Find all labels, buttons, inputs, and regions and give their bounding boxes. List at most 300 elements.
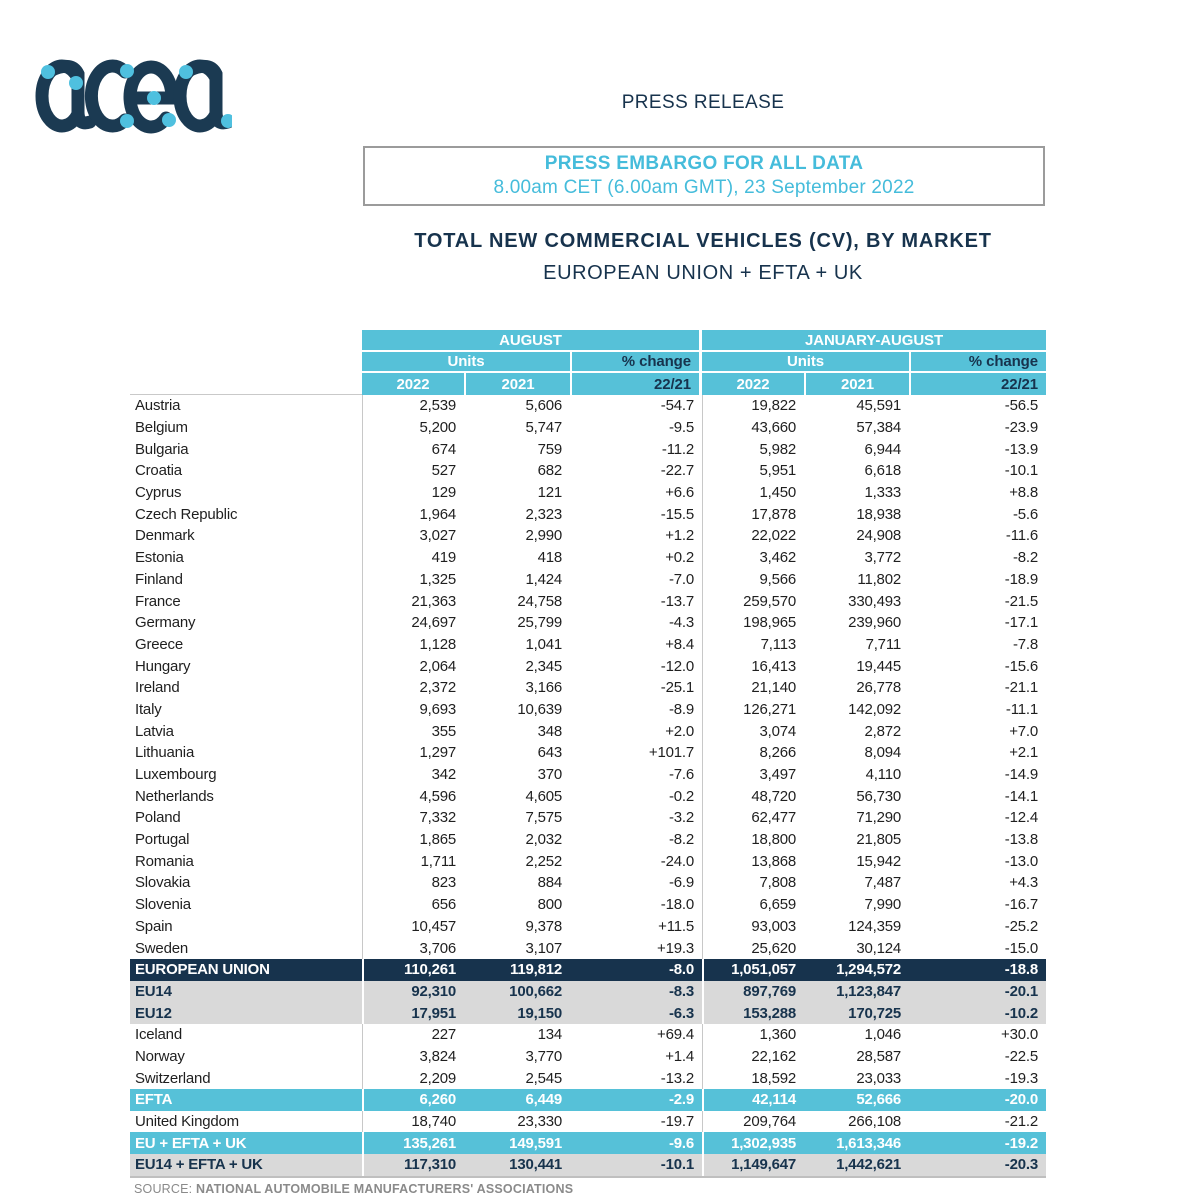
row-value: +6.6 xyxy=(665,484,694,502)
embargo-box xyxy=(363,146,1045,206)
row-value: 57,384 xyxy=(856,419,901,437)
row-value: -18.0 xyxy=(660,896,694,914)
row-value: 5,747 xyxy=(525,419,562,437)
row-value: 7,711 xyxy=(865,635,901,653)
row-value: 1,711 xyxy=(362,850,466,872)
table-row xyxy=(130,482,1046,504)
row-value: +1.2 xyxy=(665,527,694,545)
row-value: -10.1 xyxy=(660,1156,694,1174)
row-value: 330,493 xyxy=(848,592,901,610)
row-value: -6.3 xyxy=(668,1004,694,1022)
row-value: 110,261 xyxy=(362,959,466,981)
row-value: 2,323 xyxy=(525,505,562,523)
document-subtitle: EUROPEAN UNION + EFTA + UK xyxy=(543,262,863,284)
row-value: 643 xyxy=(537,744,562,762)
row-value: 119,812 xyxy=(510,961,562,979)
row-value: -14.9 xyxy=(1004,766,1038,784)
row-value: 129 xyxy=(362,482,466,504)
row-value: -15.5 xyxy=(660,505,694,523)
row-value: -24.0 xyxy=(660,852,694,870)
table-row xyxy=(130,438,1046,460)
row-value: 30,124 xyxy=(856,939,901,957)
row-value: -2.9 xyxy=(668,1091,694,1109)
row-value: -23.9 xyxy=(1004,419,1038,437)
row-value: 527 xyxy=(362,460,466,482)
row-value: -8.9 xyxy=(668,700,694,718)
row-value: 26,778 xyxy=(856,679,901,697)
header-spacer xyxy=(130,352,362,373)
cv-by-market-table xyxy=(130,330,1046,1178)
row-value: 117,310 xyxy=(362,1154,466,1176)
table-row xyxy=(130,937,1046,959)
table-row xyxy=(130,525,1046,547)
header-2022-august: 2022 xyxy=(362,373,466,395)
table-row xyxy=(130,1154,1046,1176)
row-value: 1,333 xyxy=(864,484,901,502)
row-value: 7,487 xyxy=(864,874,901,892)
row-value: -15.0 xyxy=(1004,939,1038,957)
row-label: Spain xyxy=(135,917,173,935)
row-value: -25.2 xyxy=(1004,917,1038,935)
row-value: 19,822 xyxy=(702,395,806,417)
table-row xyxy=(130,872,1046,894)
row-label: Cyprus xyxy=(135,484,182,502)
row-value: -4.3 xyxy=(668,614,694,632)
row-value: 25,799 xyxy=(517,614,562,632)
row-value: -13.9 xyxy=(1004,440,1038,458)
row-value: 3,706 xyxy=(362,937,466,959)
row-value: -17.1 xyxy=(1004,614,1038,632)
row-value: 130,441 xyxy=(509,1156,562,1174)
row-value: 348 xyxy=(537,722,562,740)
table-row xyxy=(130,417,1046,439)
row-value: 2,345 xyxy=(525,657,562,675)
row-value: +2.0 xyxy=(665,722,694,740)
row-value: 28,587 xyxy=(856,1047,901,1065)
row-value: -8.3 xyxy=(668,982,694,1000)
row-label: Romania xyxy=(135,852,194,870)
row-value: 239,960 xyxy=(848,614,901,632)
row-value: 1,865 xyxy=(362,829,466,851)
row-label: Iceland xyxy=(135,1026,182,1044)
row-value: -21.2 xyxy=(1004,1113,1038,1131)
table-row xyxy=(130,764,1046,786)
row-label: Sweden xyxy=(135,939,189,957)
row-value: 4,110 xyxy=(865,766,901,784)
press-release-heading: PRESS RELEASE xyxy=(621,92,785,113)
row-value: +8.8 xyxy=(1009,484,1038,502)
row-value: 9,566 xyxy=(702,569,806,591)
row-value: 1,149,647 xyxy=(702,1154,806,1176)
row-value: 42,114 xyxy=(702,1089,806,1111)
row-value: 674 xyxy=(362,438,466,460)
header-spacer xyxy=(130,330,362,352)
row-value: 21,140 xyxy=(702,677,806,699)
header-ratio-august: 22/21 xyxy=(572,373,702,395)
row-value: -21.5 xyxy=(1004,592,1038,610)
row-value: 355 xyxy=(362,720,466,742)
row-value: 800 xyxy=(537,896,562,914)
row-value: 1,297 xyxy=(362,742,466,764)
table-row xyxy=(130,460,1046,482)
row-value: 3,462 xyxy=(702,547,806,569)
row-value: 23,033 xyxy=(856,1069,901,1087)
table-row xyxy=(130,829,1046,851)
table-row xyxy=(130,916,1046,938)
row-value: 2,209 xyxy=(362,1067,466,1089)
table-row xyxy=(130,1046,1046,1068)
row-value: -22.7 xyxy=(660,462,694,480)
row-label: Latvia xyxy=(135,722,174,740)
table-row xyxy=(130,547,1046,569)
table-body xyxy=(130,395,1046,1178)
row-value: -6.9 xyxy=(668,874,694,892)
row-value: 56,730 xyxy=(856,787,901,805)
row-label: Finland xyxy=(135,570,183,588)
row-value: 656 xyxy=(362,894,466,916)
row-value: 22,022 xyxy=(702,525,806,547)
row-value: -25.1 xyxy=(660,679,694,697)
row-value: -11.1 xyxy=(1005,700,1038,718)
row-value: 7,990 xyxy=(864,896,901,914)
row-value: 3,770 xyxy=(525,1047,562,1065)
row-value: 1,041 xyxy=(525,635,562,653)
row-value: +101.7 xyxy=(648,744,694,762)
row-value: 1,128 xyxy=(362,634,466,656)
row-value: 3,166 xyxy=(525,679,562,697)
row-label: Netherlands xyxy=(135,787,214,805)
row-value: -11.6 xyxy=(1005,527,1038,545)
table-row xyxy=(130,1089,1046,1111)
table-row xyxy=(130,1024,1046,1046)
row-value: 18,800 xyxy=(702,829,806,851)
row-value: 418 xyxy=(537,549,562,567)
row-value: 18,592 xyxy=(702,1067,806,1089)
row-value: 3,497 xyxy=(702,764,806,786)
row-value: 18,938 xyxy=(856,505,901,523)
row-value: 17,951 xyxy=(362,1002,466,1024)
table-row xyxy=(130,850,1046,872)
embargo-line1: PRESS EMBARGO FOR ALL DATA xyxy=(544,153,864,174)
row-value: 1,360 xyxy=(702,1024,806,1046)
row-label: Italy xyxy=(135,700,162,718)
table-header-units xyxy=(130,352,1046,373)
row-value: +1.4 xyxy=(665,1047,694,1065)
row-value: 7,113 xyxy=(702,634,806,656)
row-value: -19.3 xyxy=(1004,1069,1038,1087)
row-value: 124,359 xyxy=(848,917,901,935)
table-row xyxy=(130,634,1046,656)
row-value: -13.0 xyxy=(1004,852,1038,870)
row-value: -19.7 xyxy=(660,1113,694,1131)
row-value: 45,591 xyxy=(856,397,901,415)
row-value: -10.2 xyxy=(1004,1004,1038,1022)
table-row xyxy=(130,742,1046,764)
row-value: 1,450 xyxy=(702,482,806,504)
header-ratio-jan-august: 22/21 xyxy=(911,373,1046,395)
row-value: 48,720 xyxy=(702,785,806,807)
row-label: EFTA xyxy=(135,1091,173,1109)
row-value: 18,740 xyxy=(362,1111,466,1133)
row-label: EU12 xyxy=(135,1004,172,1022)
table-row xyxy=(130,959,1046,981)
table-header-groups xyxy=(130,330,1046,352)
row-value: 24,908 xyxy=(856,527,901,545)
row-value: -9.5 xyxy=(668,419,694,437)
row-value: 7,332 xyxy=(362,807,466,829)
row-value: 121 xyxy=(537,484,562,502)
row-value: 5,200 xyxy=(362,417,466,439)
document-title: TOTAL NEW COMMERCIAL VEHICLES (CV), BY MARKET xyxy=(414,230,992,252)
row-value: 1,123,847 xyxy=(836,982,901,1000)
row-value: 2,545 xyxy=(525,1069,562,1087)
header-2021-august: 2021 xyxy=(466,373,572,395)
row-value: -11.2 xyxy=(661,440,694,458)
header-units-jan-august: Units xyxy=(702,352,911,373)
row-value: 170,725 xyxy=(848,1004,901,1022)
table-row xyxy=(130,894,1046,916)
table-row xyxy=(130,395,1046,417)
row-label: Poland xyxy=(135,809,181,827)
source-text: NATIONAL AUTOMOBILE MANUFACTURERS' ASSOCIATIONS xyxy=(196,1182,574,1196)
row-label: Bulgaria xyxy=(135,440,189,458)
row-value: 153,288 xyxy=(702,1002,806,1024)
row-value: -5.6 xyxy=(1012,505,1038,523)
table-row xyxy=(130,1002,1046,1024)
acea-logo xyxy=(32,56,232,136)
row-value: 21,805 xyxy=(856,831,901,849)
row-label: United Kingdom xyxy=(135,1113,239,1131)
row-value: +0.2 xyxy=(665,549,694,567)
row-value: 1,046 xyxy=(864,1026,901,1044)
row-value: 22,162 xyxy=(702,1046,806,1068)
row-value: 2,064 xyxy=(362,655,466,677)
row-value: -0.2 xyxy=(668,787,694,805)
row-value: 7,808 xyxy=(702,872,806,894)
row-value: 71,290 xyxy=(856,809,901,827)
row-value: 2,252 xyxy=(525,852,562,870)
table-row xyxy=(130,655,1046,677)
row-value: -13.8 xyxy=(1004,831,1038,849)
row-value: 16,413 xyxy=(702,655,806,677)
row-value: 4,596 xyxy=(362,785,466,807)
row-value: 3,107 xyxy=(525,939,562,957)
row-value: 92,310 xyxy=(362,981,466,1003)
row-label: Lithuania xyxy=(135,744,195,762)
row-value: 209,764 xyxy=(702,1111,806,1133)
row-value: -13.7 xyxy=(660,592,694,610)
row-label: Slovenia xyxy=(135,896,191,914)
row-value: 227 xyxy=(362,1024,466,1046)
row-value: +8.4 xyxy=(665,635,694,653)
row-value: 93,003 xyxy=(702,916,806,938)
row-label: Czech Republic xyxy=(135,505,238,523)
row-value: +2.1 xyxy=(1009,744,1038,762)
row-value: 682 xyxy=(537,462,562,480)
row-value: +4.3 xyxy=(1009,874,1038,892)
table-row xyxy=(130,1111,1046,1133)
row-label: Denmark xyxy=(135,527,195,545)
row-value: 1,051,057 xyxy=(702,959,806,981)
row-value: 43,660 xyxy=(702,417,806,439)
row-value: 6,618 xyxy=(864,462,901,480)
row-value: 17,878 xyxy=(702,503,806,525)
row-value: -7.0 xyxy=(668,570,694,588)
table-row xyxy=(130,677,1046,699)
row-label: Germany xyxy=(135,614,196,632)
row-value: 1,964 xyxy=(362,503,466,525)
row-value: 5,951 xyxy=(702,460,806,482)
header-2021-jan-august: 2021 xyxy=(806,373,911,395)
row-value: -7.8 xyxy=(1012,635,1038,653)
row-label: Hungary xyxy=(135,657,191,675)
row-value: 823 xyxy=(362,872,466,894)
row-value: 198,965 xyxy=(702,612,806,634)
row-value: -14.1 xyxy=(1004,787,1038,805)
row-value: 13,868 xyxy=(702,850,806,872)
row-value: 3,027 xyxy=(362,525,466,547)
acea-logo-icon xyxy=(32,56,232,136)
header-january-august: JANUARY-AUGUST xyxy=(702,330,1046,352)
row-value: 149,591 xyxy=(509,1134,562,1152)
header-pct-change-jan-august: % change xyxy=(911,352,1046,373)
row-value: 1,442,621 xyxy=(836,1156,901,1174)
source-prefix: SOURCE: xyxy=(134,1182,193,1196)
row-value: 4,605 xyxy=(525,787,562,805)
row-value: 419 xyxy=(362,547,466,569)
row-value: 19,445 xyxy=(856,657,901,675)
header-2022-jan-august: 2022 xyxy=(702,373,806,395)
table-row xyxy=(130,590,1046,612)
row-value: 2,539 xyxy=(362,395,466,417)
row-value: 8,266 xyxy=(702,742,806,764)
row-label: EU + EFTA + UK xyxy=(135,1134,247,1152)
row-value: 6,944 xyxy=(864,440,901,458)
row-value: 1,302,935 xyxy=(702,1132,806,1154)
table-row xyxy=(130,720,1046,742)
row-value: +7.0 xyxy=(1009,722,1038,740)
row-value: 2,372 xyxy=(362,677,466,699)
row-value: 1,294,572 xyxy=(836,961,901,979)
row-label: EU14 xyxy=(135,982,172,1000)
row-value: -8.2 xyxy=(668,831,694,849)
row-value: +19.3 xyxy=(657,939,694,957)
row-value: -20.0 xyxy=(1004,1091,1038,1109)
row-value: 52,666 xyxy=(856,1091,901,1109)
row-value: -12.4 xyxy=(1004,809,1038,827)
row-value: 6,659 xyxy=(702,894,806,916)
row-label: Estonia xyxy=(135,549,184,567)
row-label: Austria xyxy=(135,397,181,415)
row-value: 759 xyxy=(537,440,562,458)
row-value: 1,613,346 xyxy=(836,1134,901,1152)
row-value: -12.0 xyxy=(660,657,694,675)
row-value: 9,378 xyxy=(525,917,562,935)
row-value: 5,982 xyxy=(702,438,806,460)
row-value: 23,330 xyxy=(517,1113,562,1131)
row-value: 342 xyxy=(362,764,466,786)
row-label: Ireland xyxy=(135,679,180,697)
embargo-line2: 8.00am CET (6.00am GMT), 23 September 2022 xyxy=(493,177,915,198)
row-value: -56.5 xyxy=(1004,397,1038,415)
row-label: Switzerland xyxy=(135,1069,211,1087)
table-row xyxy=(130,1067,1046,1089)
row-value: 10,639 xyxy=(517,700,562,718)
row-value: 100,662 xyxy=(509,982,562,1000)
row-value: 142,092 xyxy=(848,700,901,718)
row-value: 7,575 xyxy=(525,809,562,827)
row-value: 3,772 xyxy=(864,549,901,567)
row-label: EUROPEAN UNION xyxy=(135,961,270,979)
table-row xyxy=(130,699,1046,721)
row-value: 126,271 xyxy=(702,699,806,721)
row-value: -22.5 xyxy=(1004,1047,1038,1065)
row-value: 3,074 xyxy=(702,720,806,742)
row-value: 1,424 xyxy=(525,570,562,588)
row-value: -10.1 xyxy=(1004,462,1038,480)
table-header-years xyxy=(130,373,1046,395)
row-value: 6,449 xyxy=(525,1091,562,1109)
row-value: -19.2 xyxy=(1004,1134,1038,1152)
row-value: 897,769 xyxy=(702,981,806,1003)
row-value: 11,802 xyxy=(857,570,901,588)
header-units-august: Units xyxy=(362,352,572,373)
row-label: Norway xyxy=(135,1047,185,1065)
source-line xyxy=(134,1182,573,1196)
row-value: 2,872 xyxy=(864,722,901,740)
row-value: -3.2 xyxy=(668,809,694,827)
row-value: 24,758 xyxy=(517,592,562,610)
row-value: 3,824 xyxy=(362,1046,466,1068)
row-value: 10,457 xyxy=(362,916,466,938)
row-value: 21,363 xyxy=(362,590,466,612)
row-label: Croatia xyxy=(135,462,182,480)
row-value: 135,261 xyxy=(362,1132,466,1154)
row-value: 19,150 xyxy=(517,1004,562,1022)
table-row xyxy=(130,785,1046,807)
row-value: -18.9 xyxy=(1004,570,1038,588)
row-value: -18.8 xyxy=(1004,961,1038,979)
row-value: -16.7 xyxy=(1004,896,1038,914)
row-value: 2,990 xyxy=(525,527,562,545)
header-spacer xyxy=(130,373,362,395)
row-label: Portugal xyxy=(135,831,190,849)
row-value: -54.7 xyxy=(660,397,694,415)
row-value: -8.2 xyxy=(1012,549,1038,567)
row-value: 15,942 xyxy=(856,852,901,870)
row-value: 5,606 xyxy=(525,397,562,415)
row-label: EU14 + EFTA + UK xyxy=(135,1156,263,1174)
row-value: -8.0 xyxy=(668,961,694,979)
row-value: -7.6 xyxy=(668,766,694,784)
header-august: AUGUST xyxy=(362,330,702,352)
row-value: +30.0 xyxy=(1001,1026,1038,1044)
row-label: Belgium xyxy=(135,419,188,437)
header-pct-change-august: % change xyxy=(572,352,702,373)
table-row xyxy=(130,807,1046,829)
row-value: 134 xyxy=(537,1026,562,1044)
row-value: -20.3 xyxy=(1004,1156,1038,1174)
table-row xyxy=(130,981,1046,1003)
row-value: +69.4 xyxy=(657,1026,694,1044)
row-value: 8,094 xyxy=(864,744,901,762)
row-value: 62,477 xyxy=(702,807,806,829)
row-value: 259,570 xyxy=(702,590,806,612)
row-value: 24,697 xyxy=(362,612,466,634)
row-value: 2,032 xyxy=(525,831,562,849)
table-row xyxy=(130,612,1046,634)
row-value: -20.1 xyxy=(1004,982,1038,1000)
